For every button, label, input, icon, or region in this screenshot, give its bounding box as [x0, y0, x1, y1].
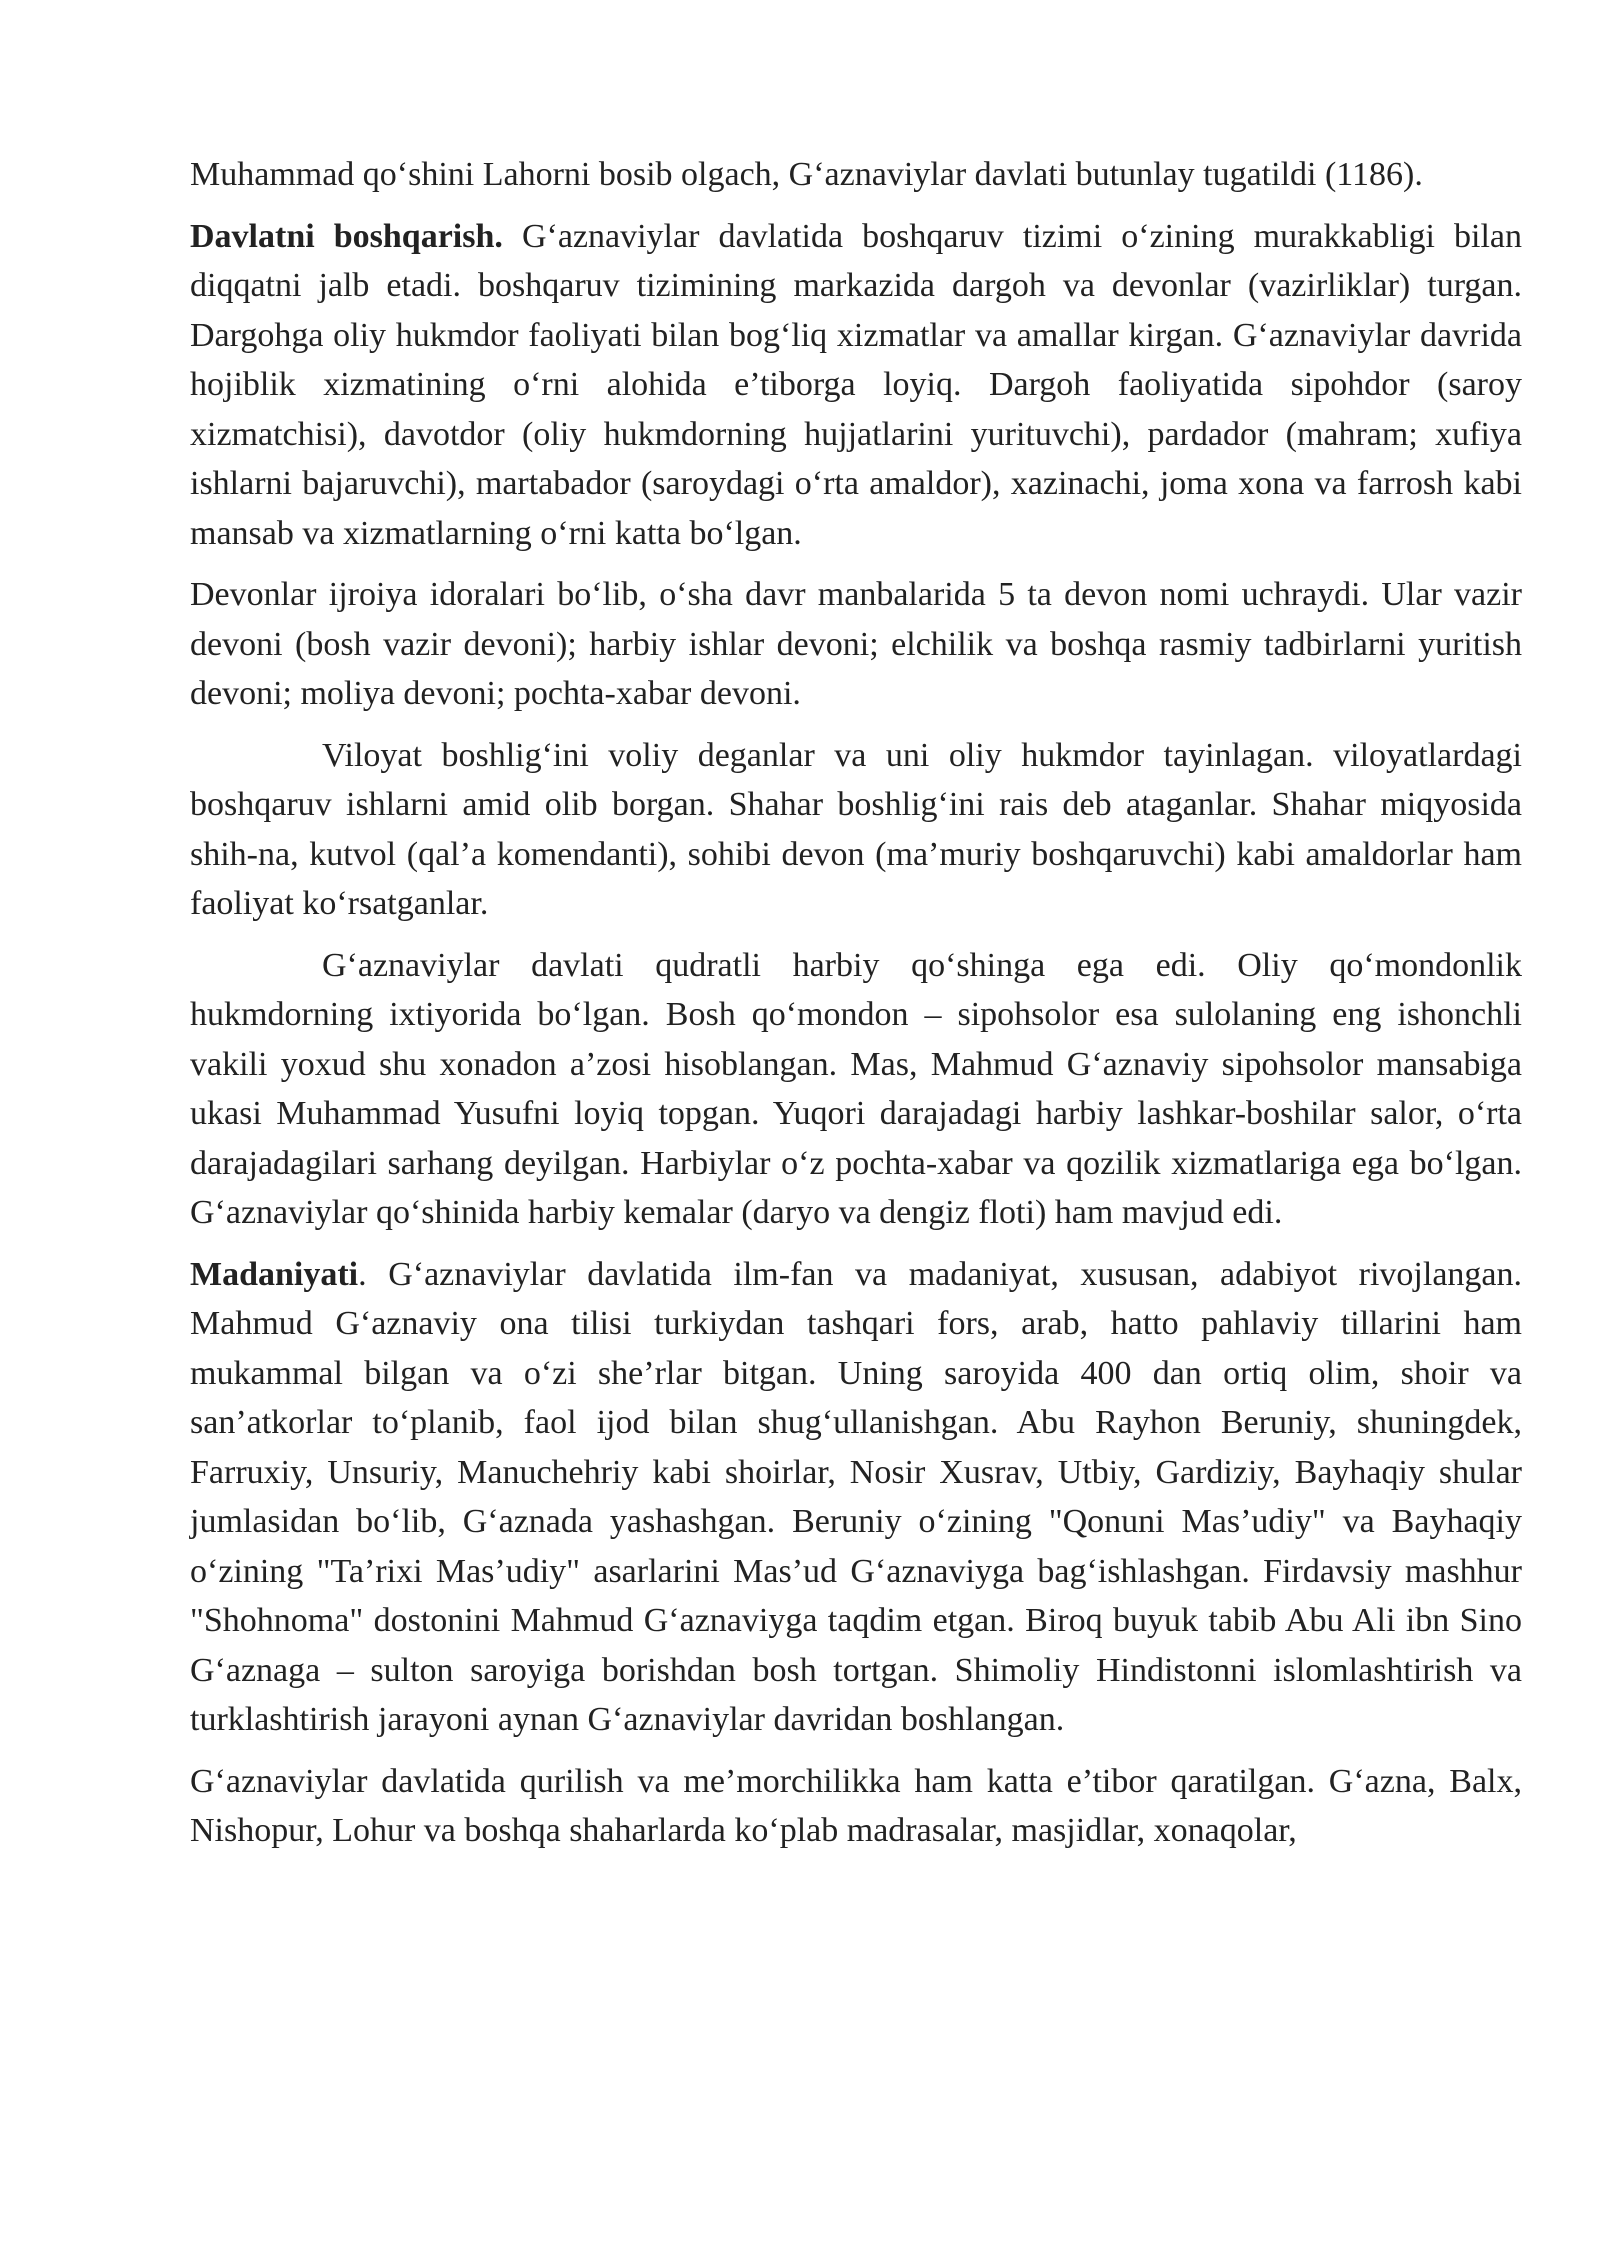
paragraph-5-text: G‘aznaviylar davlati qudratli harbiy qo‘shinga ega edi. Oliy qo‘mondonlik hukmdorning ixtiyorida bo‘lgan. Bosh qo‘mondon – sipohsolor esa sulolaning eng ishonchli vakili yoxud shu xonadon a’zosi hisoblangan. Mas, Mahmud G‘aznaviy sipohsolor mansabiga ukasi Muhammad Yusufni loyiq topgan. Yuqori darajadagi harbiy lashkar-boshilar salor, o‘rta darajadagilari sarhang deyilgan. Harbiylar o‘z pochta-xabar va qozilik xizmatlariga ega bo‘lgan. G‘aznaviylar qo‘shinida harbiy kemalar (daryo va dengiz floti) ham mavjud edi.	[190, 946, 1522, 1231]
section-heading-madaniyati: Madaniyati	[190, 1255, 359, 1293]
paragraph-6-text: . G‘aznaviylar davlatida ilm-fan va madaniyat, xususan, adabiyot rivojlangan. Mahmud G‘aznaviy ona tilisi turkiydan tashqari fors, arab, hatto pahlaviy tillarini ham mukammal bilgan va o‘zi she’rlar bitgan. Uning saroyida 400 dan ortiq olim, shoir va san’atkorlar to‘planib, faol ijod bilan shug‘ullanishgan. Abu Rayhon Beruniy, shuningdek, Farruxiy, Unsuriy, Manuchehriy kabi shoirlar, Nosir Xusrav, Utbiy, Gardiziy, Bayhaqiy shular jumlasidan bo‘lib, G‘aznada yashashgan. Beruniy o‘zining "Qonuni Mas’udiy" va Bayhaqiy o‘zining "Ta’rixi Mas’udiy" asarlarini Mas’ud G‘aznaviyga bag‘ishlashgan. Firdavsiy mashhur "Shohnoma" dostonini Mahmud G‘aznaviyga taqdim etgan. Biroq buyuk tabib Abu Ali ibn Sino G‘aznaga – sulton saroyiga borishdan bosh tortgan. Shimoliy Hindistonni islomlashtirish va turklashtirish jarayoni aynan G‘aznaviylar davridan boshlangan.	[190, 1255, 1522, 1738]
paragraph-4-text: Viloyat boshlig‘ini voliy deganlar va uni oliy hukmdor tayinlagan. viloyatlardagi boshqaruv ishlarni amid olib borgan. Shahar boshlig‘ini rais deb ataganlar. Shahar miqyosida shih-na, kutvol (qal’a komendanti), sohibi devon (ma’muriy boshqaruvchi) kabi amaldorlar ham faoliyat ko‘rsatganlar.	[190, 736, 1522, 922]
paragraph-7-text: G‘aznaviylar davlatida qurilish va me’morchilikka ham katta e’tibor qaratilgan. G‘azna, Balx, Nishopur, Lohur va boshqa shaharlarda ko‘plab madrasalar, masjidlar, xonaqolar,	[190, 1762, 1522, 1849]
paragraph-harbiy	[190, 941, 1522, 1238]
paragraph-devonlar	[190, 570, 1522, 719]
paragraph-davlatni-boshqarish	[190, 212, 1522, 559]
paragraph-1-text: Muhammad qo‘shini Lahorni bosib olgach, G‘aznaviylar davlati butunlay tugatildi (1186).	[190, 156, 1423, 193]
paragraph-madaniyati	[190, 1250, 1522, 1745]
paragraph-viloyat	[190, 731, 1522, 929]
paragraph-1	[190, 150, 1522, 200]
section-heading-davlatni-boshqarish: Davlatni boshqarish.	[190, 217, 503, 255]
document-page	[190, 150, 1522, 1868]
paragraph-3-text: Devonlar ijroiya idoralari bo‘lib, o‘sha davr manbalarida 5 ta devon nomi uchraydi. Ular vazir devoni (bosh vazir devoni); harbiy ishlar devoni; elchilik va boshqa rasmiy tadbirlarni yuritish devoni; moliya devoni; pochta-xabar devoni.	[190, 576, 1522, 712]
paragraph-2-text: G‘aznaviylar davlatida boshqaruv tizimi o‘zining murakkabligi bilan diqqatni jalb etadi. boshqaruv tizimining markazida dargoh va devonlar (vazirliklar) turgan. Dargohga oliy hukmdor faoliyati bilan bog‘liq xizmatlar va amallar kirgan. G‘aznaviylar davrida hojiblik xizmatining o‘rni alohida e’tiborga loyiq. Dargoh faoliyatida sipohdor (saroy xizmatchisi), davotdor (oliy hukmdorning hujjatlarini yurituvchi), pardador (mahram; xufiya ishlarni bajaruvchi), martabador (saroydagi o‘rta amaldor), xazinachi, joma xona va farrosh kabi mansab va xizmatlarning o‘rni katta bo‘lgan.	[190, 217, 1522, 552]
paragraph-qurilish	[190, 1757, 1522, 1856]
